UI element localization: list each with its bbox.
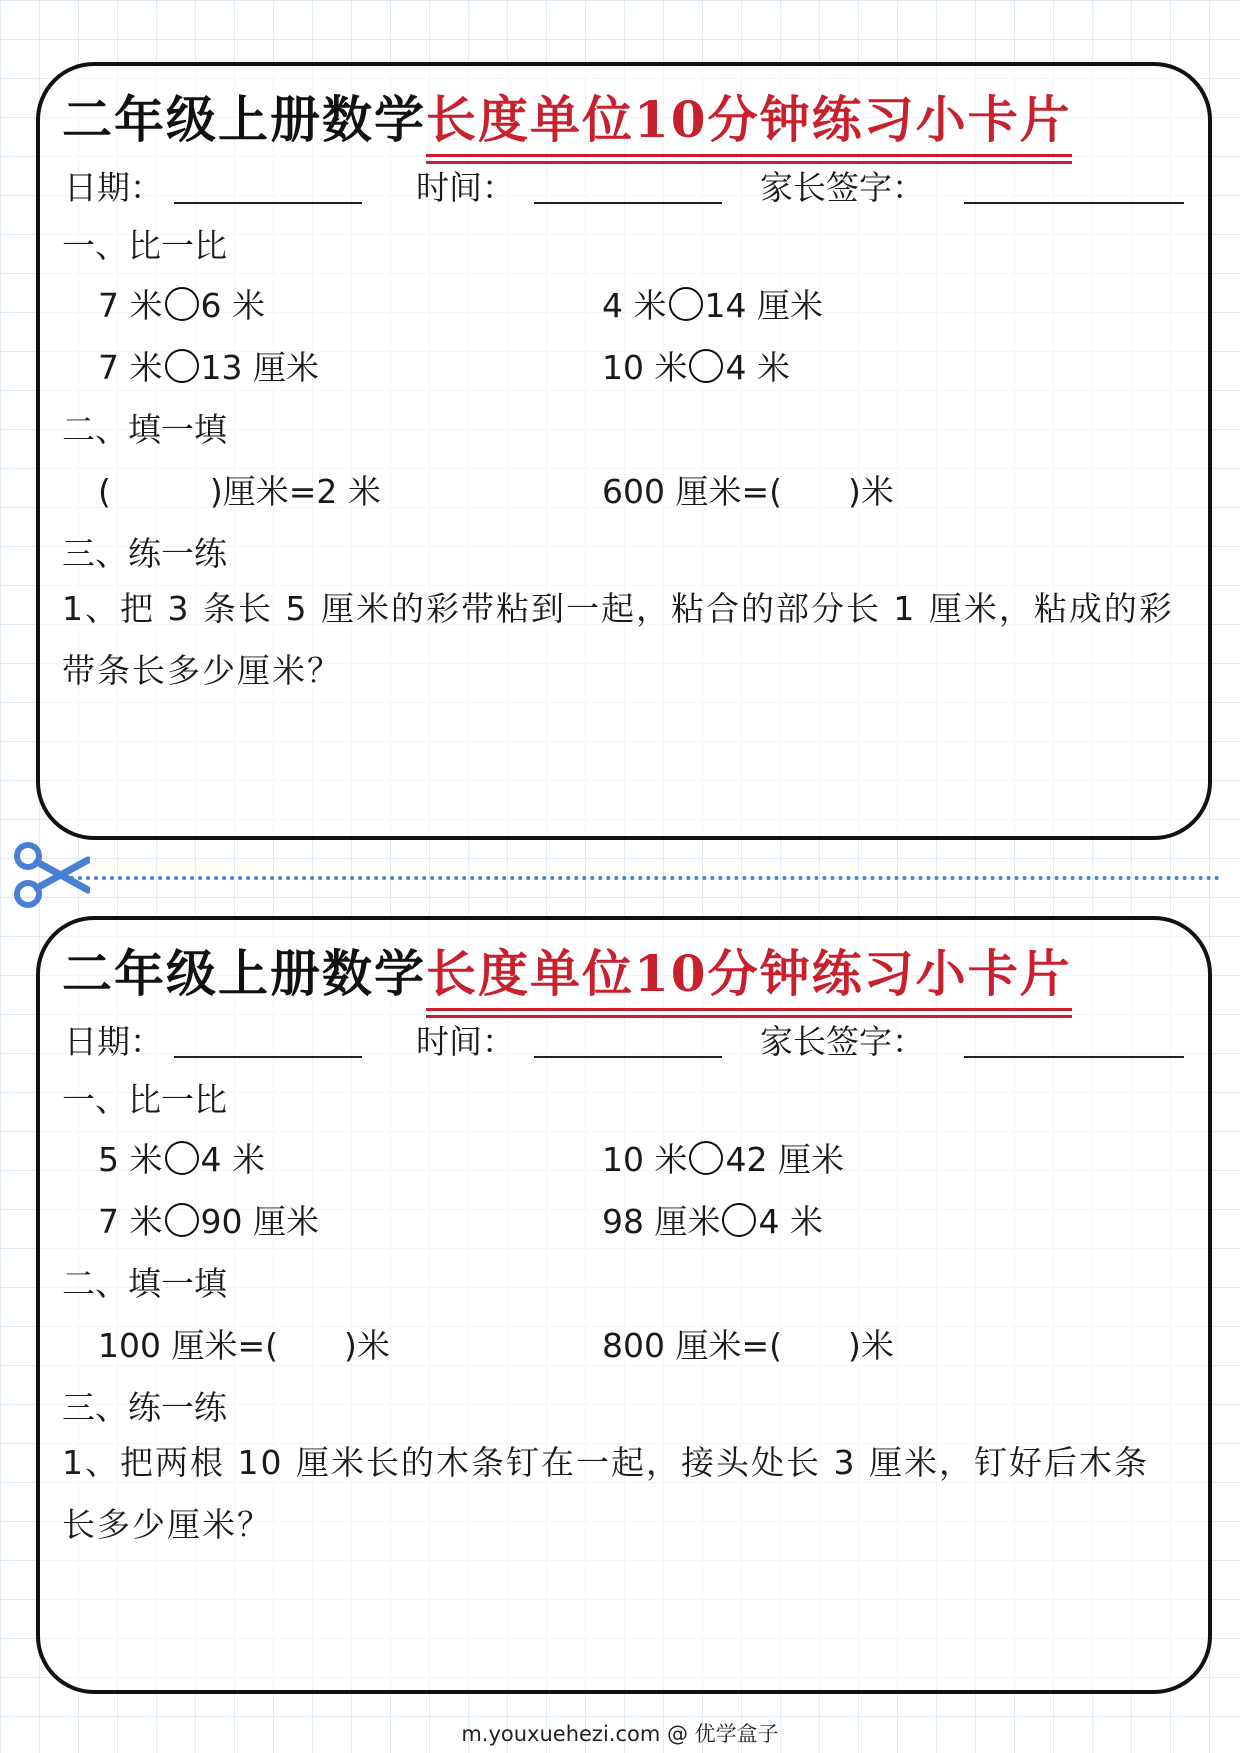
compare-left: 98 厘米 bbox=[602, 1202, 721, 1241]
compare-circle[interactable] bbox=[165, 1203, 199, 1237]
compare-item bbox=[98, 280, 265, 327]
parent-sign-label: 家长签字： bbox=[760, 1022, 925, 1061]
compare-circle[interactable] bbox=[689, 1141, 723, 1175]
fill-item: ( )厘米=2 米 bbox=[98, 472, 381, 511]
compare-right: 14 厘米 bbox=[704, 286, 823, 325]
compare-right: 6 米 bbox=[200, 286, 265, 325]
title-grade: 二年级上册数学 bbox=[62, 90, 426, 149]
compare-circle[interactable] bbox=[689, 349, 723, 383]
compare-left: 7 米 bbox=[98, 286, 163, 325]
compare-item bbox=[98, 1196, 319, 1243]
meta-row bbox=[64, 162, 1184, 212]
compare-item bbox=[98, 1134, 265, 1181]
compare-item bbox=[602, 1196, 823, 1243]
compare-left: 10 米 bbox=[602, 348, 688, 387]
time-field[interactable] bbox=[534, 1056, 722, 1058]
worksheet-card-2 bbox=[36, 916, 1212, 1694]
compare-left: 7 米 bbox=[98, 1202, 163, 1241]
fill-item: 100 厘米=( )米 bbox=[98, 1326, 390, 1365]
compare-right: 4 米 bbox=[725, 348, 790, 387]
parent-sign-field[interactable] bbox=[964, 202, 1184, 204]
title-topic: 长度单位10分钟练习小卡片 bbox=[426, 80, 1072, 158]
meta-row bbox=[64, 1016, 1184, 1066]
title-grade: 二年级上册数学 bbox=[62, 944, 426, 1003]
compare-left: 10 米 bbox=[602, 1140, 688, 1179]
worksheet-card-1 bbox=[36, 62, 1212, 840]
scissors-icon bbox=[12, 840, 90, 910]
compare-left: 7 米 bbox=[98, 348, 163, 387]
date-field[interactable] bbox=[174, 202, 362, 204]
compare-right: 90 厘米 bbox=[200, 1202, 319, 1241]
title-topic: 长度单位10分钟练习小卡片 bbox=[426, 934, 1072, 1012]
compare-right: 13 厘米 bbox=[200, 348, 319, 387]
word-problem: 1、把 3 条长 5 厘米的彩带粘到一起，粘合的部分长 1 厘米，粘成的彩带条长多少厘米？ bbox=[62, 589, 1174, 690]
word-problem: 1、把两根 10 厘米长的木条钉在一起，接头处长 3 厘米，钉好后木条长多少厘米？ bbox=[62, 1443, 1149, 1544]
fill-item: 800 厘米=( )米 bbox=[602, 1326, 894, 1365]
compare-right: 42 厘米 bbox=[725, 1140, 844, 1179]
section-practice-title: 三、练一练 bbox=[62, 1388, 227, 1427]
compare-circle[interactable] bbox=[165, 1141, 199, 1175]
compare-item bbox=[602, 280, 823, 327]
compare-circle[interactable] bbox=[669, 287, 703, 321]
compare-circle[interactable] bbox=[165, 349, 199, 383]
compare-left: 4 米 bbox=[602, 286, 667, 325]
section-fill-title: 二、填一填 bbox=[62, 410, 227, 449]
compare-circle[interactable] bbox=[165, 287, 199, 321]
card-title bbox=[62, 934, 1072, 1012]
date-label: 日期： bbox=[64, 168, 163, 207]
card-title bbox=[62, 80, 1072, 158]
compare-circle[interactable] bbox=[722, 1203, 756, 1237]
compare-item bbox=[602, 1134, 844, 1181]
compare-right: 4 米 bbox=[758, 1202, 823, 1241]
parent-sign-field[interactable] bbox=[964, 1056, 1184, 1058]
parent-sign-label: 家长签字： bbox=[760, 168, 925, 207]
time-field[interactable] bbox=[534, 202, 722, 204]
time-label: 时间： bbox=[416, 168, 515, 207]
time-label: 时间： bbox=[416, 1022, 515, 1061]
section-practice-title: 三、练一练 bbox=[62, 534, 227, 573]
section-compare-title: 一、比一比 bbox=[62, 226, 227, 265]
date-field[interactable] bbox=[174, 1056, 362, 1058]
compare-item bbox=[602, 342, 790, 389]
cut-line bbox=[70, 876, 1220, 880]
section-compare-title: 一、比一比 bbox=[62, 1080, 227, 1119]
compare-item bbox=[98, 342, 319, 389]
date-label: 日期： bbox=[64, 1022, 163, 1061]
fill-item: 600 厘米=( )米 bbox=[602, 472, 894, 511]
section-fill-title: 二、填一填 bbox=[62, 1264, 227, 1303]
compare-right: 4 米 bbox=[200, 1140, 265, 1179]
footer-watermark: m.youxuehezi.com @ 优学盒子 bbox=[461, 1722, 779, 1746]
compare-left: 5 米 bbox=[98, 1140, 163, 1179]
